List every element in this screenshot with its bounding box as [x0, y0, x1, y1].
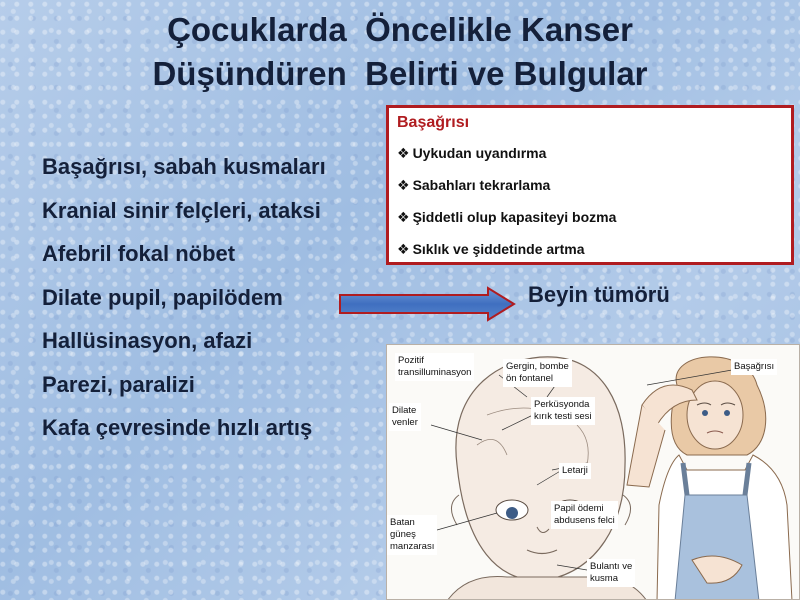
- headache-callout-box: [386, 105, 794, 265]
- callout-title: Başağrısı: [397, 114, 470, 131]
- label-line: kusma: [590, 573, 618, 584]
- label-line: Başağrısı: [734, 361, 775, 372]
- label-line: Gergin, bombe: [506, 361, 569, 372]
- label-headache: [731, 359, 777, 375]
- symptom-item: Kranial sinir felçleri, ataksi: [42, 197, 321, 223]
- callout-item-text: Sabahları tekrarlama: [412, 177, 551, 193]
- label-line: Letarji: [562, 465, 588, 476]
- symptom-item: Başağrısı, sabah kusmaları: [42, 154, 326, 179]
- label-line: transilluminasyon: [398, 367, 472, 378]
- infant-left-pupil: [506, 507, 518, 519]
- diamond-bullet-icon: ❖: [397, 177, 410, 193]
- label-papilledema: [551, 501, 618, 529]
- label-line: Batan: [390, 517, 415, 528]
- label-bulging-fontanel: [503, 359, 572, 387]
- label-line: Bulantı ve: [590, 561, 633, 572]
- label-setting-sun-sign: [387, 515, 437, 555]
- label-line: kırık testi sesi: [534, 411, 592, 422]
- child-face: [687, 381, 743, 449]
- callout-item: [397, 172, 791, 204]
- callout-item: [397, 236, 791, 268]
- brain-tumor-result: Beyin tümörü: [528, 282, 670, 307]
- slide-title-line-1: Çocuklarda Öncelikle Kanser: [167, 11, 633, 48]
- label-cracked-pot-sign: [531, 397, 595, 425]
- label-positive-transillumination: [395, 353, 474, 381]
- label-lethargy: [559, 463, 591, 479]
- diamond-bullet-icon: ❖: [397, 241, 410, 257]
- callout-item-text: Uykudan uyandırma: [412, 145, 547, 161]
- label-line: Pozitif: [398, 355, 424, 366]
- callout-item-text: Sıklık ve şiddetinde artma: [412, 241, 585, 257]
- label-line: abdusens felci: [554, 515, 615, 526]
- label-dilated-veins: [389, 403, 421, 431]
- label-line: manzarası: [390, 541, 435, 552]
- right-arrow-icon: [338, 286, 518, 322]
- medical-illustration: [386, 344, 800, 600]
- label-line: venler: [392, 417, 418, 428]
- callout-item-text: Şiddetli olup kapasiteyi bozma: [412, 209, 617, 225]
- child-left-eye: [702, 410, 708, 416]
- callout-item: [397, 140, 791, 172]
- infant-head-shape: [456, 357, 625, 581]
- label-line: güneş: [390, 529, 416, 540]
- child-overalls: [675, 495, 759, 600]
- symptom-item: Kafa çevresinde hızlı artış: [42, 415, 313, 440]
- diamond-bullet-icon: ❖: [397, 145, 410, 161]
- slide-title-line-2: Düşündüren Belirti ve Bulgular: [152, 55, 648, 92]
- callout-item: [397, 204, 791, 236]
- symptom-item: Parezi, paralizi: [42, 371, 195, 397]
- symptom-item: Hallüsinasyon, afazi: [42, 328, 253, 353]
- symptom-item: Dilate pupil, papilödem: [42, 284, 283, 310]
- infant-right-ear: [623, 495, 631, 525]
- symptom-item: Afebril fokal nöbet: [42, 241, 236, 266]
- symptom-list: [42, 145, 326, 450]
- label-line: Perküsyonda: [534, 399, 590, 410]
- child-right-eye: [724, 410, 730, 416]
- diamond-bullet-icon: ❖: [397, 209, 410, 225]
- label-line: Papil ödemi: [554, 503, 604, 514]
- label-line: ön fontanel: [506, 373, 554, 384]
- infant-left-ear: [451, 495, 459, 525]
- label-line: Dilate: [392, 405, 417, 416]
- label-nausea-vomiting: [587, 559, 635, 587]
- slide-title: [0, 8, 800, 96]
